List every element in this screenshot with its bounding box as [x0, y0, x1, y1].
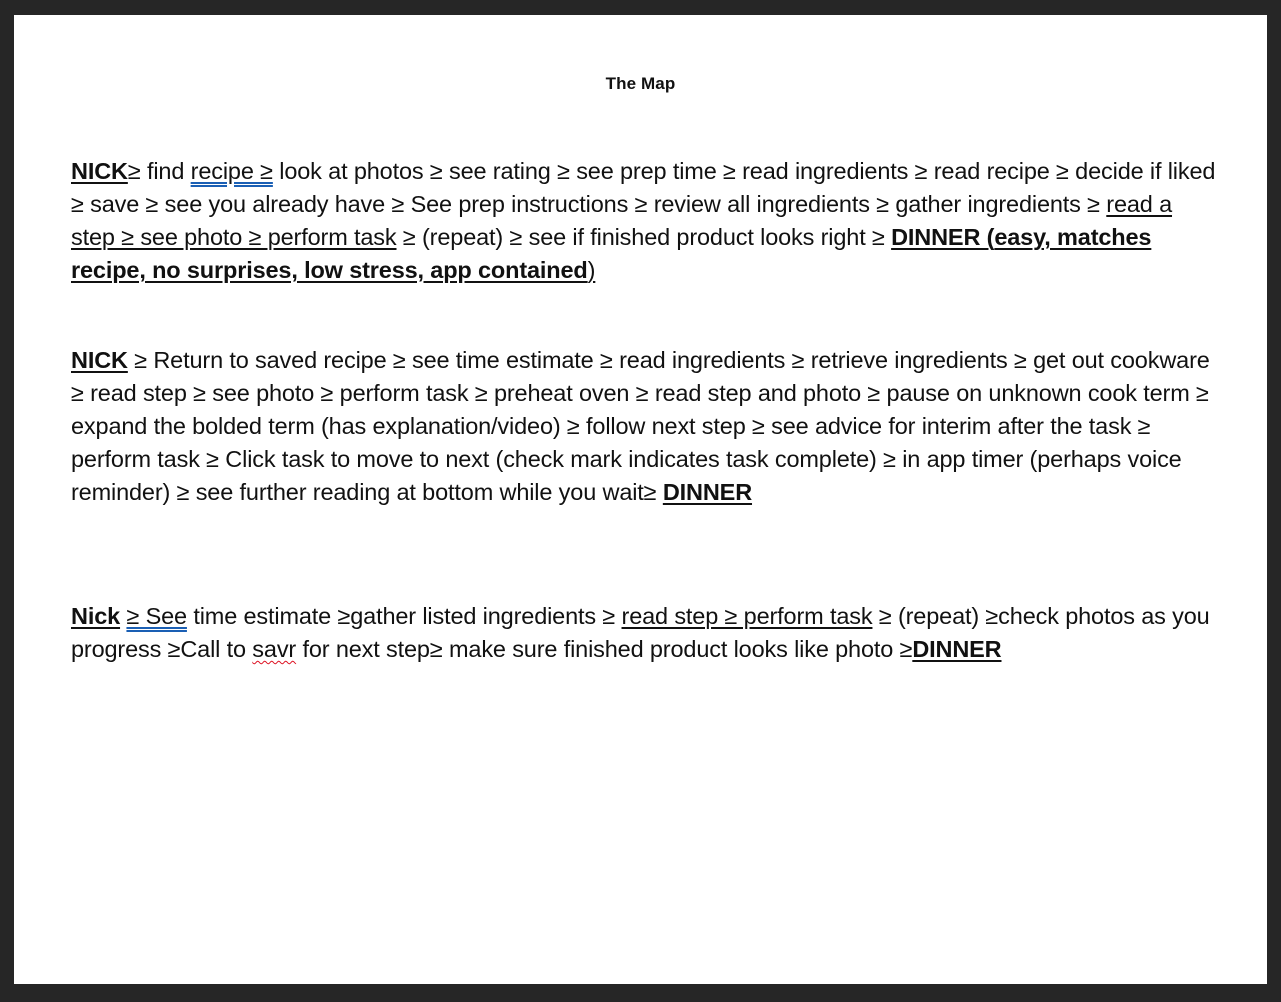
text-run-underlined: ) [587, 257, 596, 283]
paragraph-third-journey [71, 600, 1221, 666]
persona-name: NICK [71, 347, 128, 373]
text-run: ≥ Return to saved recipe ≥ see time estimate ≥ read ingredients ≥ retrieve ingredients ≥ get out cookware ≥ read step ≥ see photo ≥ perform task ≥ preheat oven ≥ read step and photo ≥ pause on unknown cook term ≥ expand the bolded term (has explanation/video) ≥ follow next step ≥ see advice for interim after the task ≥ perform task ≥ Click task to move to next (check mark indicates task complete) ≥ in app timer (perhaps voice reminder) ≥ see further reading at bottom while you wait≥ [71, 347, 1210, 505]
paragraph-first-journey [71, 155, 1221, 287]
document-page [14, 15, 1267, 984]
dinner-outcome: DINNER [912, 636, 1002, 662]
misspelled-word: savr [252, 636, 297, 662]
page-title: The Map [605, 74, 676, 93]
text-run: ≥ (repeat) ≥check photos as you progress ≥Call to [71, 603, 1210, 662]
paragraph-second-journey [71, 344, 1221, 509]
text-run-underlined: recipe ≥ [190, 158, 273, 184]
text-run-underlined: ≥ See [126, 603, 187, 629]
text-run: time estimate ≥gather listed ingredients ≥ [186, 603, 622, 629]
dinner-qualities: easy, matches recipe, no surprises, low stress, app contained [71, 224, 1152, 283]
persona-name: Nick [71, 603, 121, 629]
dinner-outcome: DINNER ( [891, 224, 995, 250]
text-run: look at photos ≥ see rating ≥ see prep time ≥ read ingredients ≥ read recipe ≥ decide if liked ≥ save ≥ see you already have ≥ See prep instructions ≥ review all ingredients ≥ gather ingredients ≥ [71, 158, 1216, 217]
text-run-underlined: read a step ≥ see photo ≥ perform task [71, 191, 1173, 250]
text-run: for next step≥ make sure finished product looks like photo ≥ [296, 636, 913, 662]
text-run-underlined: read step ≥ perform task [621, 603, 873, 629]
text-run: ≥ (repeat) ≥ see if finished product looks right ≥ [396, 224, 892, 250]
dinner-outcome: DINNER [662, 479, 753, 505]
text-run: ≥ find [127, 158, 191, 184]
persona-name: NICK [71, 158, 128, 184]
